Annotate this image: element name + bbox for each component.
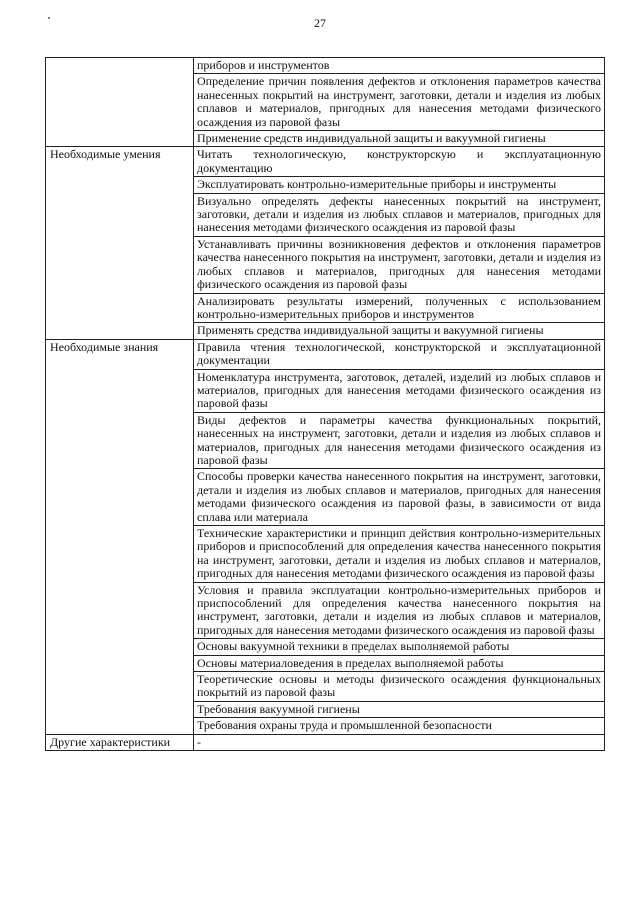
row-item: Определение причин появления дефектов и отклонения параметров качества нанесенных покрытий на инструмент, заготовки, детали и изделия из любых сплавов и материалов, пригодных для нанесения методами физического осаждения из паровой фазы	[194, 74, 605, 131]
table-row	[46, 58, 605, 74]
table-body	[46, 58, 605, 751]
row-item: Устанавливать причины возникновения дефектов и отклонения параметров качества нанесенного покрытия на инструмент, заготовки, детали и изделия из любых сплавов и материалов, пригодных для нанесения методами физического осаждения из паровой фазы	[194, 236, 605, 293]
row-item: Основы вакуумной техники в пределах выполняемой работы	[194, 639, 605, 655]
table-row	[46, 147, 605, 177]
row-item: Правила чтения технологической, конструкторской и эксплуатационной документации	[194, 339, 605, 369]
row-item: Эксплуатировать контрольно-измерительные приборы и инструменты	[194, 177, 605, 193]
row-item: -	[194, 734, 605, 750]
row-label: Другие характеристики	[46, 734, 194, 750]
row-item: Требования охраны труда и промышленной безопасности	[194, 718, 605, 734]
row-item: Технические характеристики и принцип действия контрольно-измерительных приборов и приспособлений для определения качества нанесенного покрытия на инструмент, заготовки, детали и изделия из любых сплавов и материалов, пригодных для нанесения методами физического осаждения из паровой фазы	[194, 526, 605, 583]
row-item: Номенклатура инструмента, заготовок, деталей, изделий из любых сплавов и материалов, пригодных для нанесения методами физического осаждения из паровой фазы	[194, 369, 605, 412]
row-item: Применять средства индивидуальной защиты и вакуумной гигиены	[194, 323, 605, 339]
row-item: Применение средств индивидуальной защиты и вакуумной гигиены	[194, 131, 605, 147]
row-item: Условия и правила эксплуатации контрольно-измерительных приборов и приспособлений для определения качества нанесенного покрытия на инструмент, заготовки, детали и изделия из любых сплавов и материалов, пригодных для нанесения методами физического осаждения из паровой фазы	[194, 582, 605, 639]
scan-speck	[48, 17, 50, 19]
row-label: Необходимые знания	[46, 339, 194, 734]
table-row	[46, 339, 605, 369]
table-row	[46, 734, 605, 750]
row-item: Требования вакуумной гигиены	[194, 701, 605, 717]
row-label	[46, 58, 194, 147]
row-item: Анализировать результаты измерений, полученных с использованием контрольно-измерительных приборов и инструментов	[194, 293, 605, 323]
row-item: Виды дефектов и параметры качества функциональных покрытий, нанесенных на инструмент, заготовки, детали и изделия из любых сплавов и материалов, пригодных для нанесения методами физического осаждения из паровой фазы	[194, 412, 605, 469]
page-number: 27	[314, 16, 326, 30]
row-item: приборов и инструментов	[194, 58, 605, 74]
row-item: Теоретические основы и методы физического осаждения функциональных покрытий из паровой фазы	[194, 672, 605, 702]
row-item: Способы проверки качества нанесенного покрытия на инструмент, заготовки, детали и изделия из любых сплавов и материалов, пригодных для нанесения методами физического осаждения из паровой фазы, в зависимости от вида сплава или материала	[194, 469, 605, 526]
row-item: Основы материаловедения в пределах выполняемой работы	[194, 655, 605, 671]
qualification-table	[45, 57, 605, 751]
row-item: Визуально определять дефекты нанесенных покрытий на инструмент, заготовки, детали и изделия из любых сплавов и материалов, пригодных для нанесения методами физического осаждения из паровой фазы	[194, 193, 605, 236]
row-label: Необходимые умения	[46, 147, 194, 339]
row-item: Читать технологическую, конструкторскую и эксплуатационную документацию	[194, 147, 605, 177]
